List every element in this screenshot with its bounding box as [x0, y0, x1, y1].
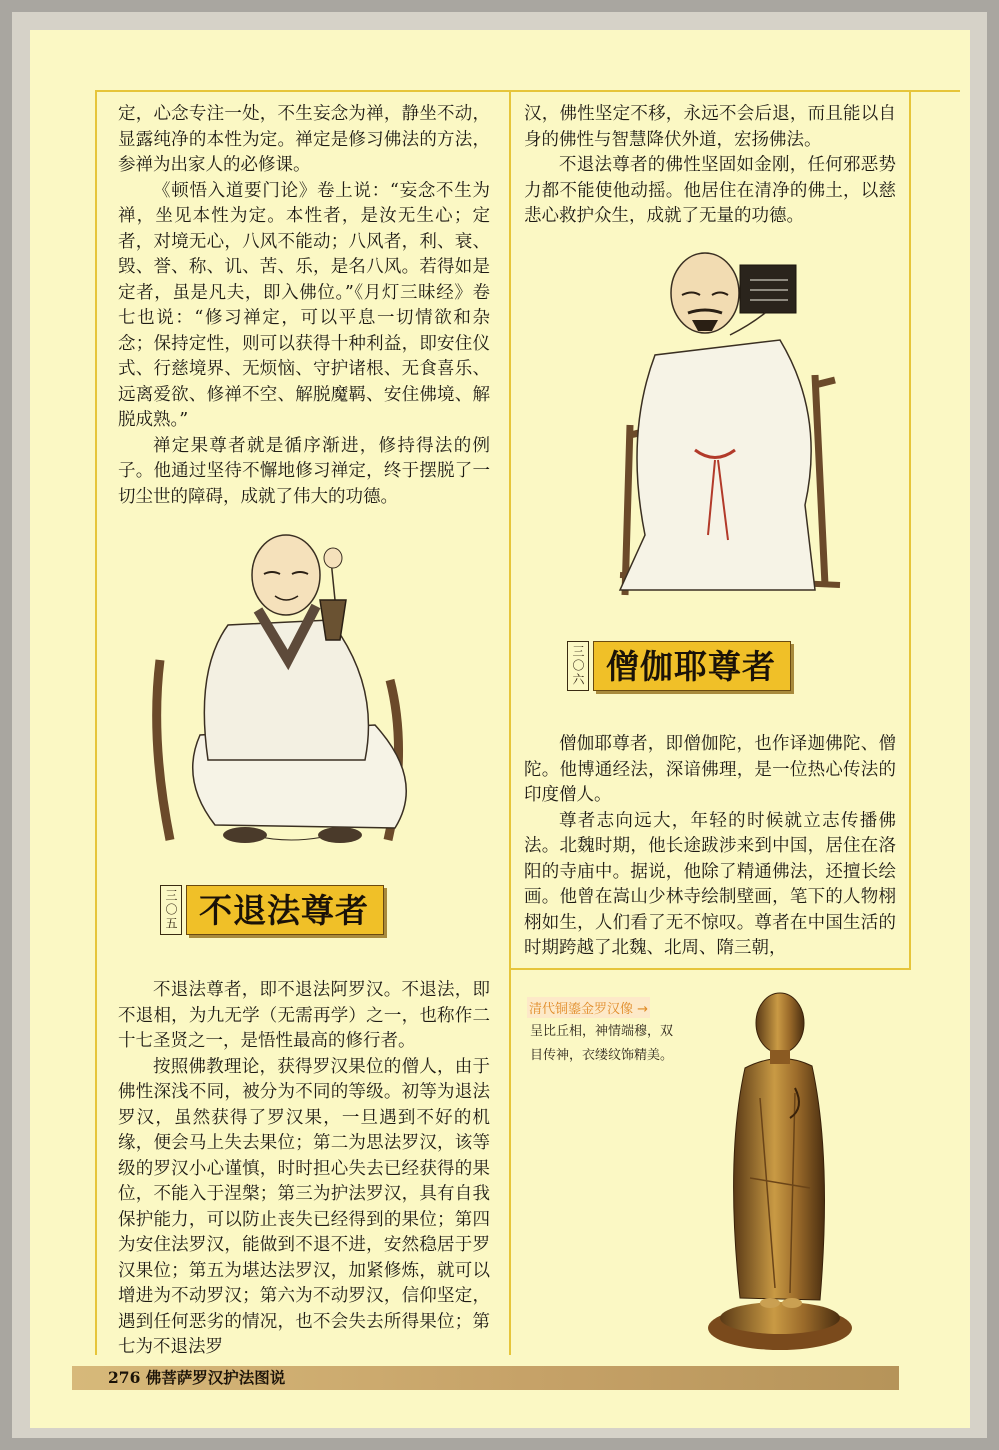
top-rule — [95, 90, 960, 92]
caption-label-text: 清代铜鎏金罗汉像 — [529, 1002, 634, 1017]
figure-caption-label — [527, 997, 650, 1018]
paragraph: 不退法尊者的佛性坚固如金刚，任何邪恶势力都不能使他动摇。他居住在清净的佛土，以慈悲心救护众生，成就了无量的功德。 — [524, 155, 896, 226]
arrow-right-icon: → — [637, 1002, 649, 1017]
paragraph: 尊者志向远大，年轻的时候就立志传播佛法。北魏时期，他长途跋涉来到中国，居住在洛阳的寺庙中。据说，他除了精通佛法，还擅长绘画。他曾在嵩山少林寺绘制壁画，笔下的人物栩栩如生，人们看了无不惊叹。尊者在中国生活的时期跨越了北魏、北周、隋三朝， — [524, 810, 896, 958]
left-bottom-text — [118, 978, 490, 1361]
paragraph: 《顿悟入道要门论》卷上说：“妄念不生为禅，坐见本性为定。本性者，是汝无生心；定者，对境无心，八风不能动；八风者，利、衰、毁、誉、称、讥、苦、乐，是名八风。若得如是定者，虽是凡夫，即入佛位。”《月灯三昧经》卷七也说：“修习禅定，可以平息一切情欲和杂念；保持定性，则可以获得十种利益，即安住仪式、行慈境界、无烦恼、守护诸根、无食喜乐、远离爱欲、修禅不空、解脱魔羁、安住佛境、解脱成熟。” — [118, 180, 490, 430]
caption-divider-rule — [509, 968, 911, 970]
paragraph: 不退法尊者，即不退法阿罗汉。不退法，即不退相，为九无学（无需再学）之一，也称作二十七圣贤之一，是悟性最高的修行者。 — [118, 980, 490, 1051]
right-bottom-text — [524, 732, 896, 962]
section-number: 三〇六 — [567, 641, 589, 691]
section-title: 不退法尊者 — [186, 885, 384, 935]
figure-caption-text: 呈比丘相，神情端穆，双目传神，衣缕纹饰精美。 — [530, 1024, 674, 1063]
paragraph: 定，心念专注一处，不生妄念为禅，静坐不动，显露纯净的本性为定。禅定是修习佛法的方法，参禅为出家人的必修课。 — [118, 104, 490, 175]
gilt-bronze-luohan-statue — [700, 978, 860, 1358]
luohan-illustration-bell — [140, 510, 460, 870]
right-rule — [909, 90, 911, 970]
page-footer: 276 佛菩萨罗汉护法图说 — [72, 1366, 899, 1390]
left-rule — [95, 90, 97, 1355]
section-number: 三〇五 — [160, 885, 182, 935]
luohan-illustration-book — [600, 235, 860, 615]
left-top-text — [118, 102, 490, 510]
paragraph: 汉，佛性坚定不移，永远不会后退，而且能以自身的佛性与智慧降伏外道，宏扬佛法。 — [524, 104, 896, 150]
paragraph: 僧伽耶尊者，即僧伽陀，也作译迦佛陀、僧陀。他博通经法，深谙佛理，是一位热心传法的印度僧人。 — [524, 734, 896, 805]
paragraph: 禅定果尊者就是循序渐进，修持得法的例子。他通过坚待不懈地修习禅定，终于摆脱了一切尘世的障碍，成就了伟大的功德。 — [118, 435, 490, 507]
center-rule — [509, 90, 511, 1355]
right-top-text — [524, 102, 896, 230]
section-heading-306 — [567, 641, 791, 691]
section-heading-305 — [160, 885, 384, 935]
paragraph: 按照佛教理论，获得罗汉果位的僧人，由于佛性深浅不同，被分为不同的等级。初等为退法罗汉，虽然获得了罗汉果，一旦遇到不好的机缘，便会马上失去果位；第二为思法罗汉，该等级的罗汉小心谨慎，时时担心失去已经获得的果位，不能入于涅槃；第三为护法罗汉，具有自我保护能力，可以防止丧失已经得到的果位；第四为安住法罗汉，能做到不退不进，安然稳居于罗汉果位；第五为堪达法罗汉，加紧修炼，就可以增进为不动罗汉；第六为不动罗汉，信仰坚定，遇到任何恶劣的情况，也不会失去所得果位；第七为不退法罗 — [118, 1056, 490, 1357]
section-title: 僧伽耶尊者 — [593, 641, 791, 691]
